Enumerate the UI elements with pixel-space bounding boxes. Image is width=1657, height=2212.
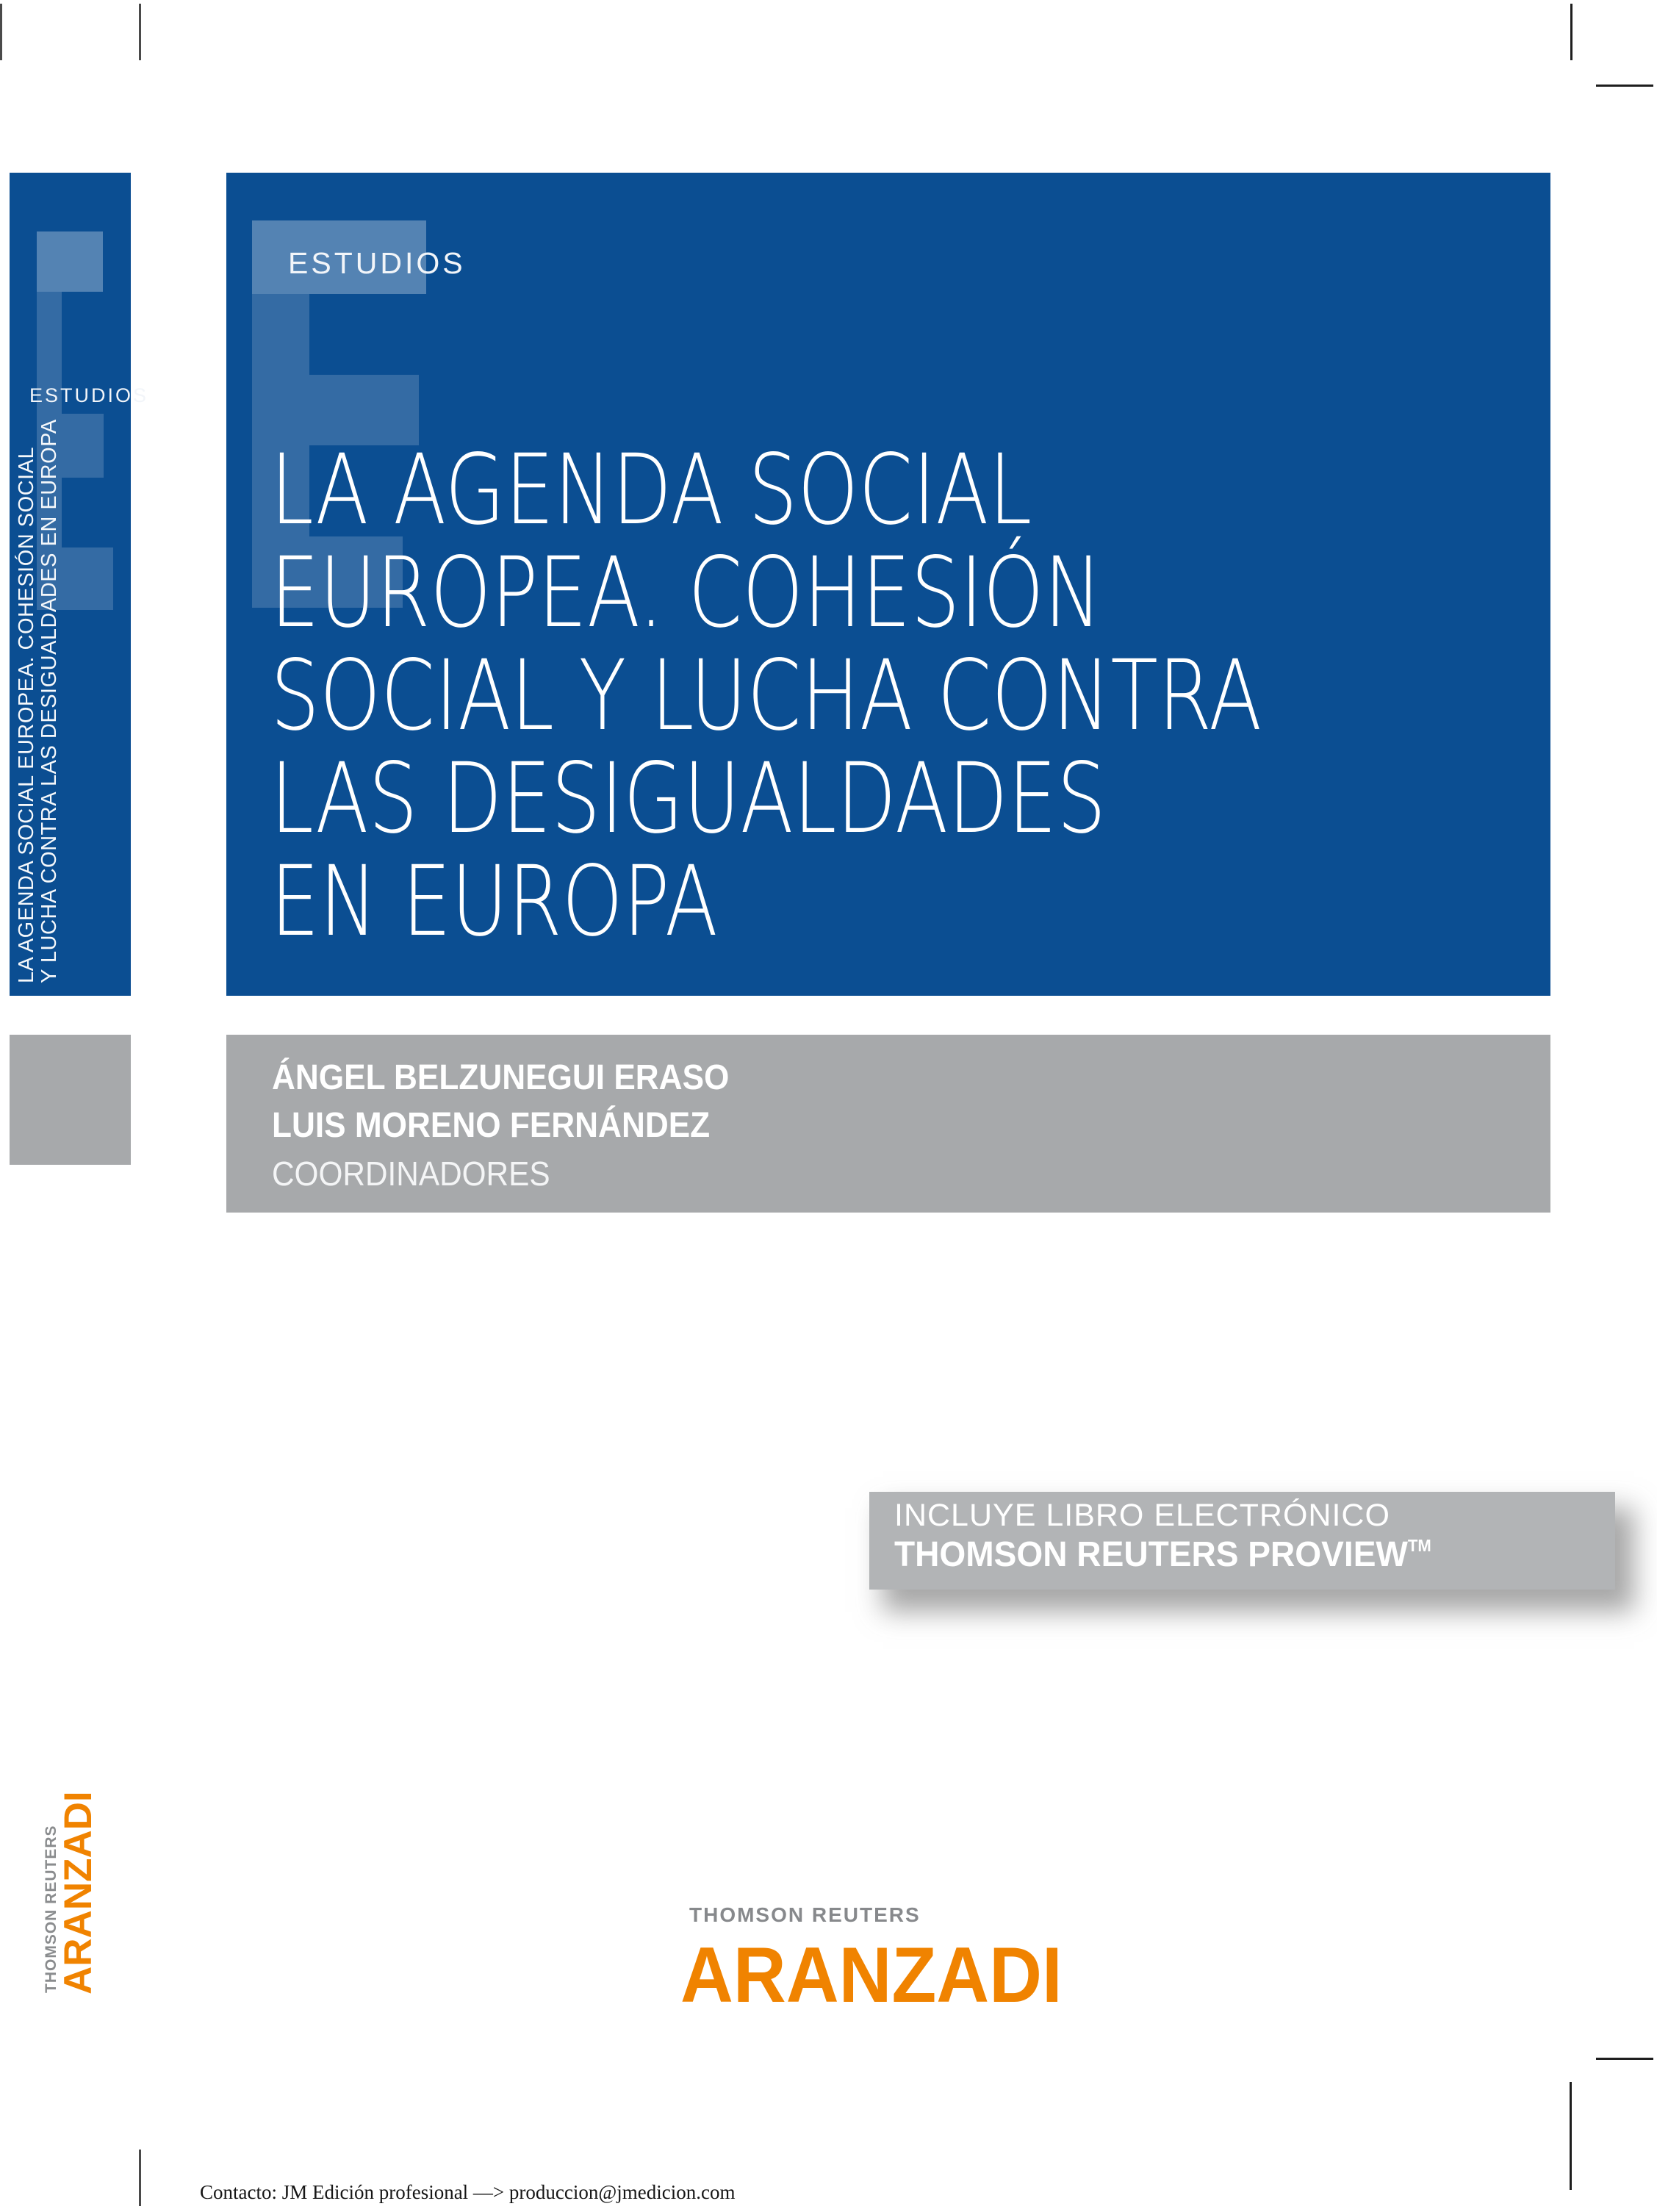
spine-title-line-1: LA AGENDA SOCIAL EUROPEA. COHESIÓN SOCIAL <box>15 446 38 983</box>
trademark-symbol: TM <box>1407 1536 1431 1555</box>
cover-main-panel <box>226 173 1550 996</box>
crop-mark-top-left-outer <box>0 4 2 60</box>
book-title-line-1: LA AGENDA SOCIAL <box>270 434 1032 547</box>
badge-brand-text: THOMSON REUTERS PROVIEW <box>894 1535 1408 1574</box>
spine-e-watermark-middle-arm <box>62 414 104 478</box>
spine-aranzadi-logo: ARANZADI <box>57 1791 100 1994</box>
collection-label: ESTUDIOS <box>288 246 466 280</box>
book-title <box>270 434 1262 958</box>
book-title-line-4: LAS DESIGUALDADES <box>270 742 1107 855</box>
spine-gray-square <box>10 1035 131 1165</box>
thomson-reuters-logo: THOMSON REUTERS <box>689 1903 921 1926</box>
crop-mark-bottom-right-horizontal <box>1596 2058 1653 2060</box>
author-2: LUIS MORENO FERNÁNDEZ <box>272 1106 711 1145</box>
authors-role: COORDINADORES <box>272 1155 550 1193</box>
crop-mark-top-right-vertical <box>1570 4 1572 60</box>
badge-line-2 <box>894 1534 1431 1575</box>
crop-mark-top-left-inner <box>139 4 141 60</box>
spine-e-watermark-top-arm <box>37 231 103 292</box>
book-title-line-2: EUROPEA. COHESIÓN <box>270 536 1102 650</box>
spine-title-line-2: Y LUCHA CONTRA LAS DESIGUALDADES EN EUROPA <box>37 419 61 983</box>
spine-thomson-reuters-logo: THOMSON REUTERS <box>43 1825 60 1993</box>
book-title-line-5: EN EUROPA <box>270 845 718 958</box>
book-title-line-3: SOCIAL Y LUCHA CONTRA <box>270 639 1262 753</box>
aranzadi-logo: ARANZADI <box>680 1931 1063 2019</box>
spine-collection-label: ESTUDIOS <box>29 384 149 406</box>
crop-mark-bottom-left <box>139 2150 141 2206</box>
authors-band <box>226 1035 1550 1213</box>
spine-title-vertical <box>15 287 61 983</box>
spine-e-watermark-bottom-arm <box>62 547 113 610</box>
author-1: ÁNGEL BELZUNEGUI ERASO <box>272 1058 730 1097</box>
proview-badge <box>869 1492 1615 1590</box>
badge-line-1: INCLUYE LIBRO ELECTRÓNICO <box>894 1498 1390 1533</box>
footer-contact: Contacto: JM Edición profesional —> produccion@jmedicion.com <box>200 2181 736 2203</box>
crop-mark-bottom-right-vertical <box>1570 2082 1572 2190</box>
crop-mark-top-right-horizontal <box>1596 85 1653 87</box>
